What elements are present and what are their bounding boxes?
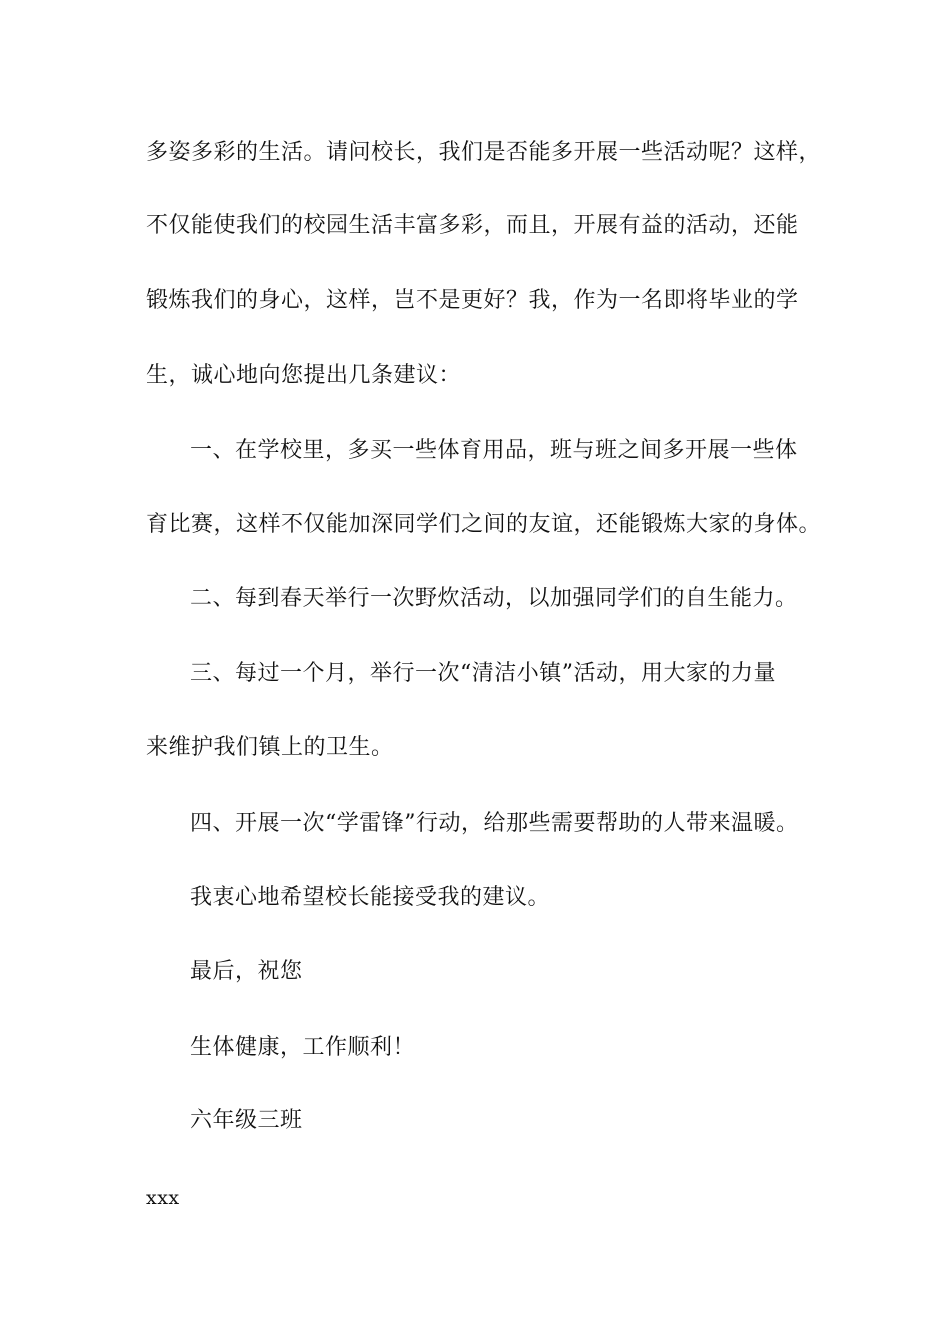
- suggestion-1-line-2: 育比赛，这样不仅能加深同学们之间的友谊，还能锻炼大家的身体。: [146, 512, 822, 537]
- signature-class: 六年级三班: [190, 1108, 303, 1133]
- closing-salutation: 最后，祝您: [190, 959, 303, 984]
- paragraph-line: 多姿多彩的生活。请问校长，我们是否能多开展一些活动呢？这样，: [146, 140, 822, 165]
- suggestion-2: 二、每到春天举行一次野炊活动，以加强同学们的自生能力。: [190, 586, 798, 611]
- paragraph-line: 生，诚心地向您提出几条建议：: [146, 363, 462, 388]
- suggestion-1-line-1: 一、在学校里，多买一些体育用品，班与班之间多开展一些体: [190, 438, 798, 463]
- suggestion-3-line-1: 三、每过一个月，举行一次“清洁小镇”活动，用大家的力量: [190, 661, 776, 686]
- paragraph-line: 不仅能使我们的校园生活丰富多彩，而且，开展有益的活动，还能: [146, 213, 799, 238]
- closing-hope: 我衷心地希望校长能接受我的建议。: [190, 885, 551, 910]
- suggestion-4: 四、开展一次“学雷锋”行动，给那些需要帮助的人带来温暖。: [190, 811, 799, 836]
- suggestion-3-line-2: 来维护我们镇上的卫生。: [146, 735, 394, 760]
- signature-name: xxx: [146, 1187, 180, 1209]
- closing-wish: 生体健康，工作顺利！: [190, 1035, 416, 1060]
- paragraph-line: 锻炼我们的身心，这样，岂不是更好？我，作为一名即将毕业的学: [146, 288, 799, 313]
